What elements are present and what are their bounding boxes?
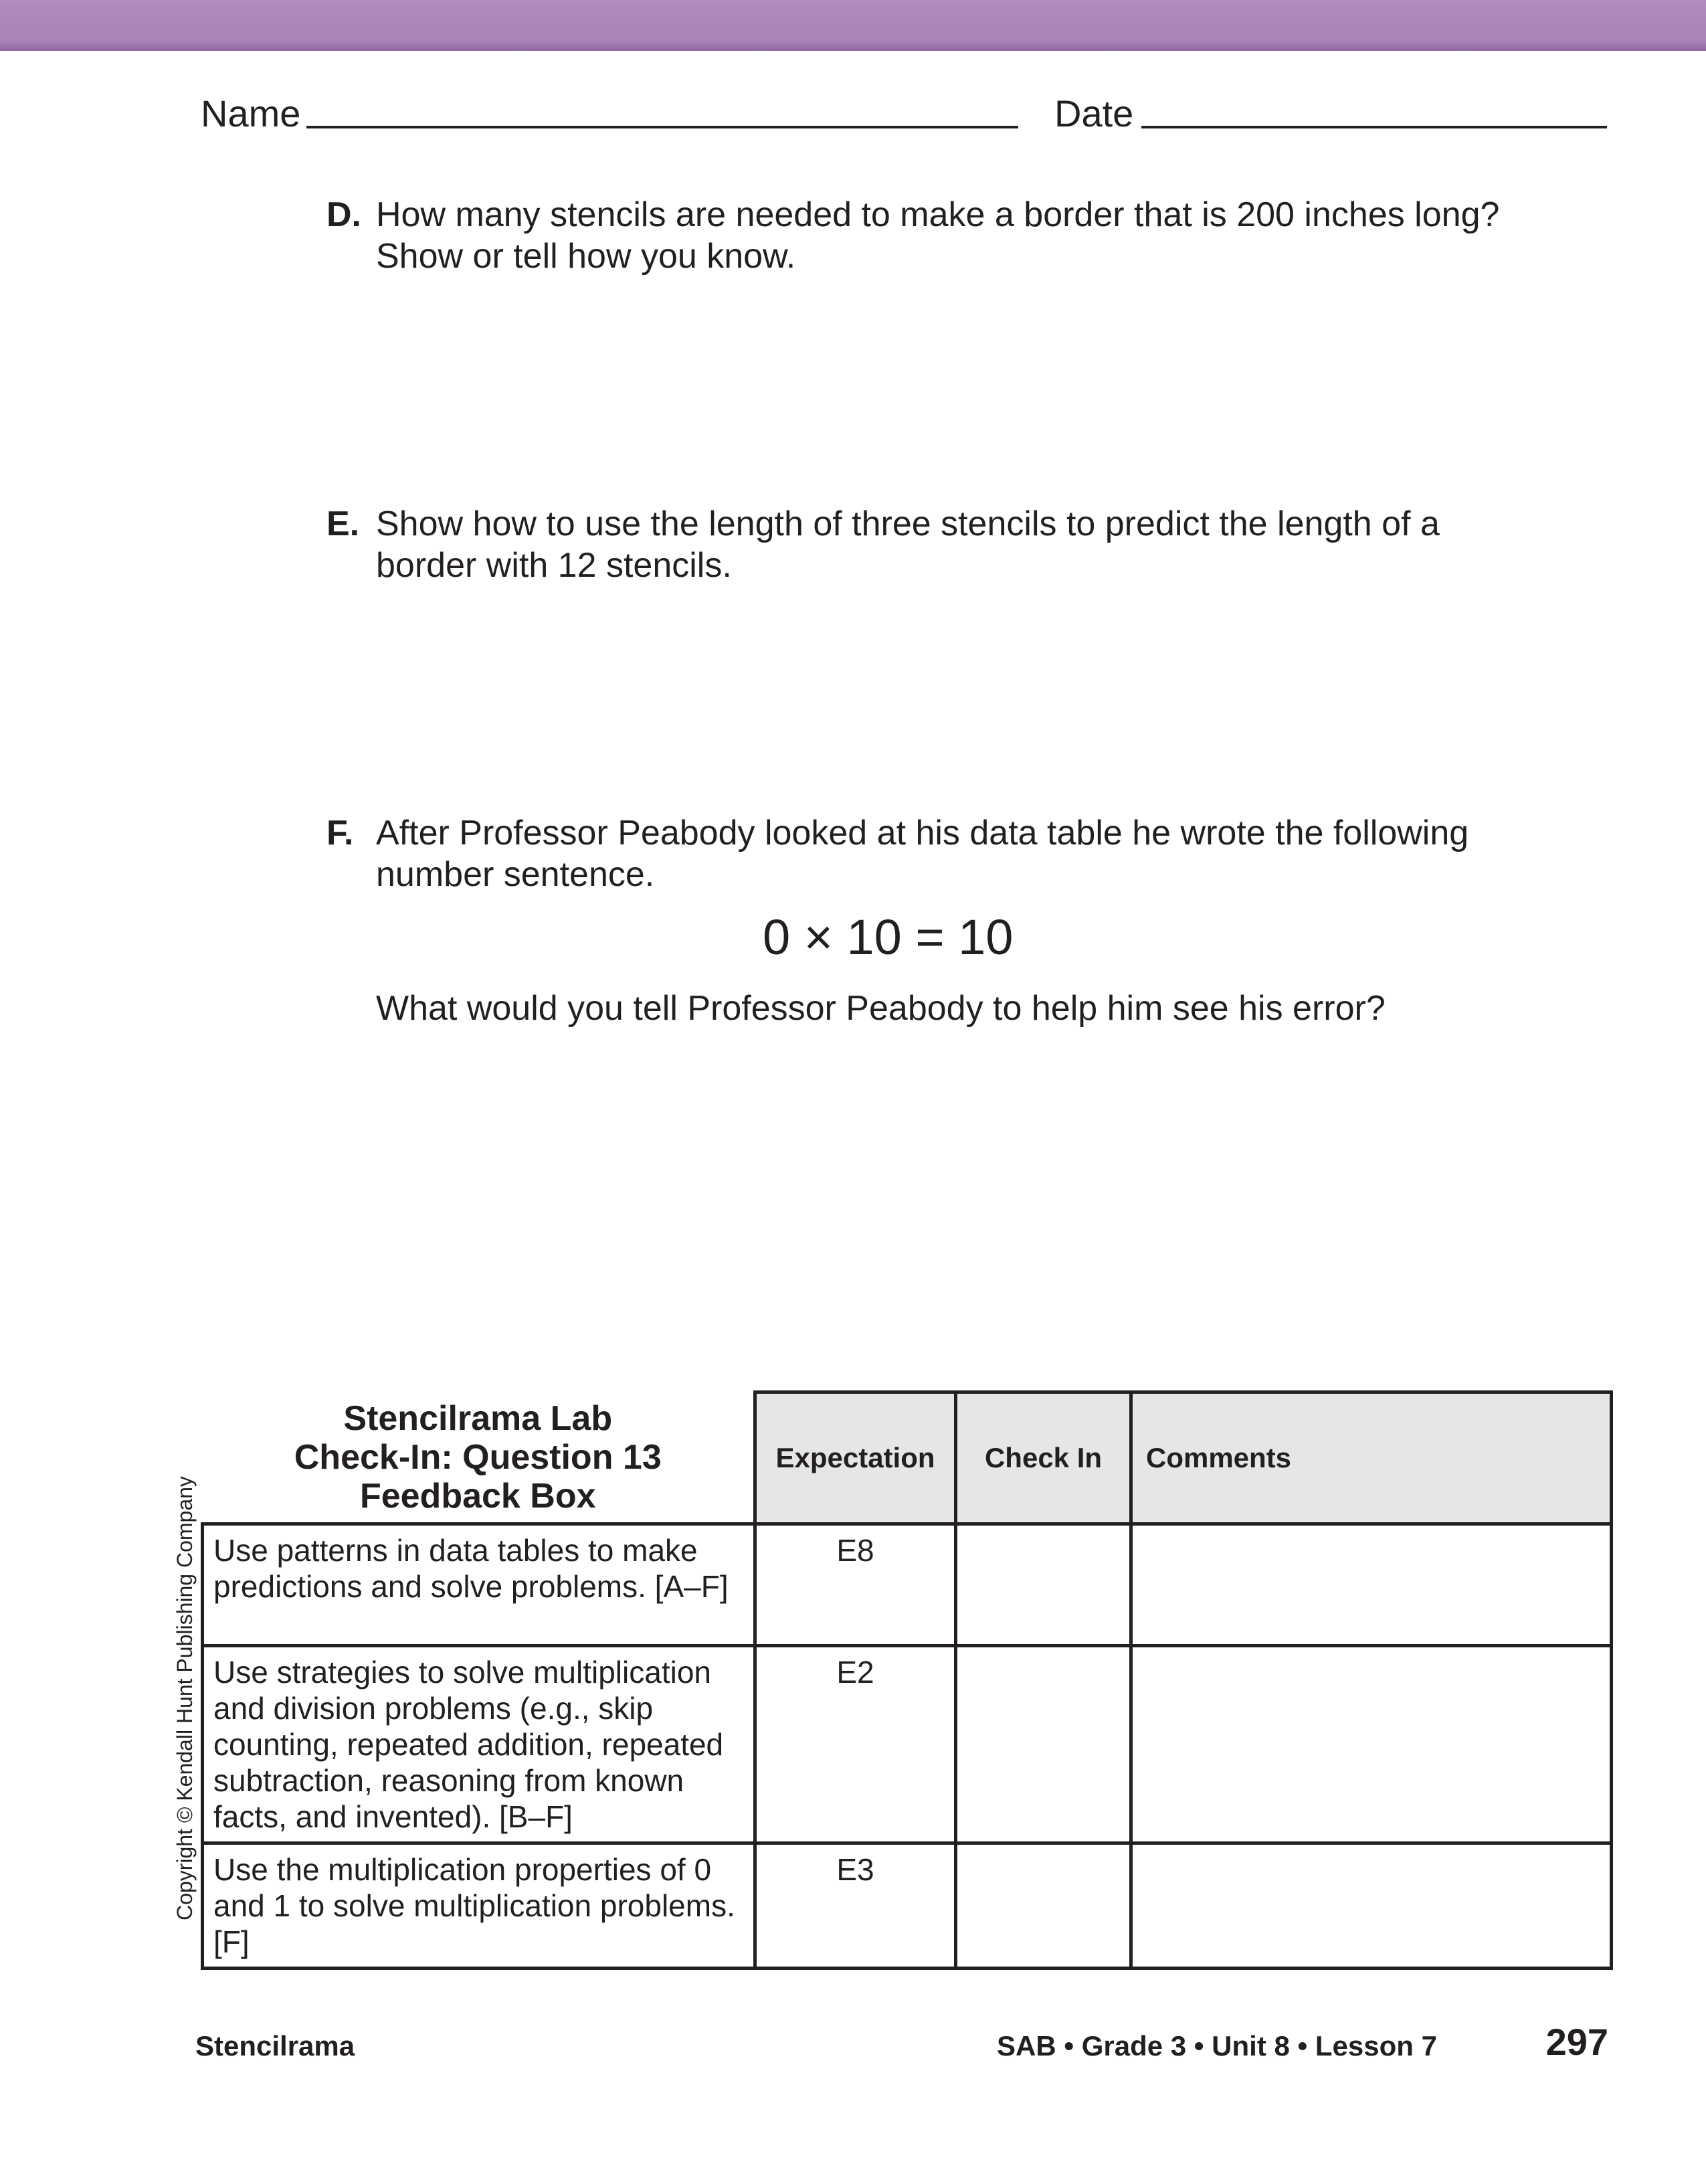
row-comments-cell[interactable]	[1131, 1843, 1612, 1968]
column-header-comments: Comments	[1131, 1392, 1612, 1524]
question-f-text: After Professor Peabody looked at his data table he wrote the following number sentence.	[376, 814, 1469, 894]
question-e-text: Show how to use the length of three stencils to predict the length of a border with 12 stencils.	[376, 505, 1440, 585]
table-row	[203, 1843, 1612, 1968]
footer-title: Stencilrama	[195, 2030, 355, 2062]
question-f-letter: F.	[326, 814, 354, 852]
table-row	[203, 1645, 1612, 1843]
row-check-in-cell[interactable]	[956, 1843, 1131, 1968]
feedback-title-line-3: Feedback Box	[359, 1476, 596, 1516]
feedback-header-row	[203, 1392, 1612, 1524]
copyright-notice: Copyright © Kendall Hunt Publishing Company	[173, 1476, 197, 1920]
question-d-letter: D.	[326, 195, 361, 234]
page-number: 297	[1545, 2021, 1608, 2063]
row-check-in-cell[interactable]	[956, 1645, 1131, 1843]
date-label: Date	[1054, 92, 1134, 134]
row-check-in-cell[interactable]	[956, 1524, 1131, 1645]
row-expectation: E3	[755, 1843, 956, 1968]
table-row	[203, 1524, 1612, 1645]
question-f-follow-up: What would you tell Professor Peabody to help him see his error?	[376, 989, 1386, 1028]
row-description: Use strategies to solve multiplication and division problems (e.g., skip counting, repeated addition, repeated subtraction, reasoning from known facts, and invented). [B–F]	[203, 1645, 755, 1843]
row-description: Use the multiplication properties of 0 and 1 to solve multiplication problems. [F]	[203, 1843, 755, 1968]
row-comments-cell[interactable]	[1131, 1645, 1612, 1843]
question-d-text: How many stencils are needed to make a border that is 200 inches long? Show or tell how you know.	[376, 195, 1500, 276]
row-expectation: E8	[755, 1524, 956, 1645]
feedback-title-line-2: Check-In: Question 13	[294, 1437, 662, 1477]
name-label: Name	[201, 92, 301, 134]
date-blank-line[interactable]	[1141, 126, 1607, 128]
question-e-letter: E.	[326, 505, 360, 543]
number-sentence: 0 × 10 = 10	[763, 909, 1014, 965]
feedback-box-title	[203, 1392, 755, 1524]
footer-course-info: SAB • Grade 3 • Unit 8 • Lesson 7	[997, 2030, 1437, 2062]
row-expectation: E2	[755, 1645, 956, 1843]
row-description: Use patterns in data tables to make predictions and solve problems. [A–F]	[203, 1524, 755, 1645]
column-header-check-in: Check In	[956, 1392, 1131, 1524]
feedback-box-table	[201, 1390, 1613, 1970]
name-blank-line[interactable]	[306, 126, 1018, 128]
column-header-expectation: Expectation	[755, 1392, 956, 1524]
row-comments-cell[interactable]	[1131, 1524, 1612, 1645]
feedback-title-line-1: Stencilrama Lab	[343, 1398, 613, 1438]
top-color-bar	[0, 0, 1706, 51]
